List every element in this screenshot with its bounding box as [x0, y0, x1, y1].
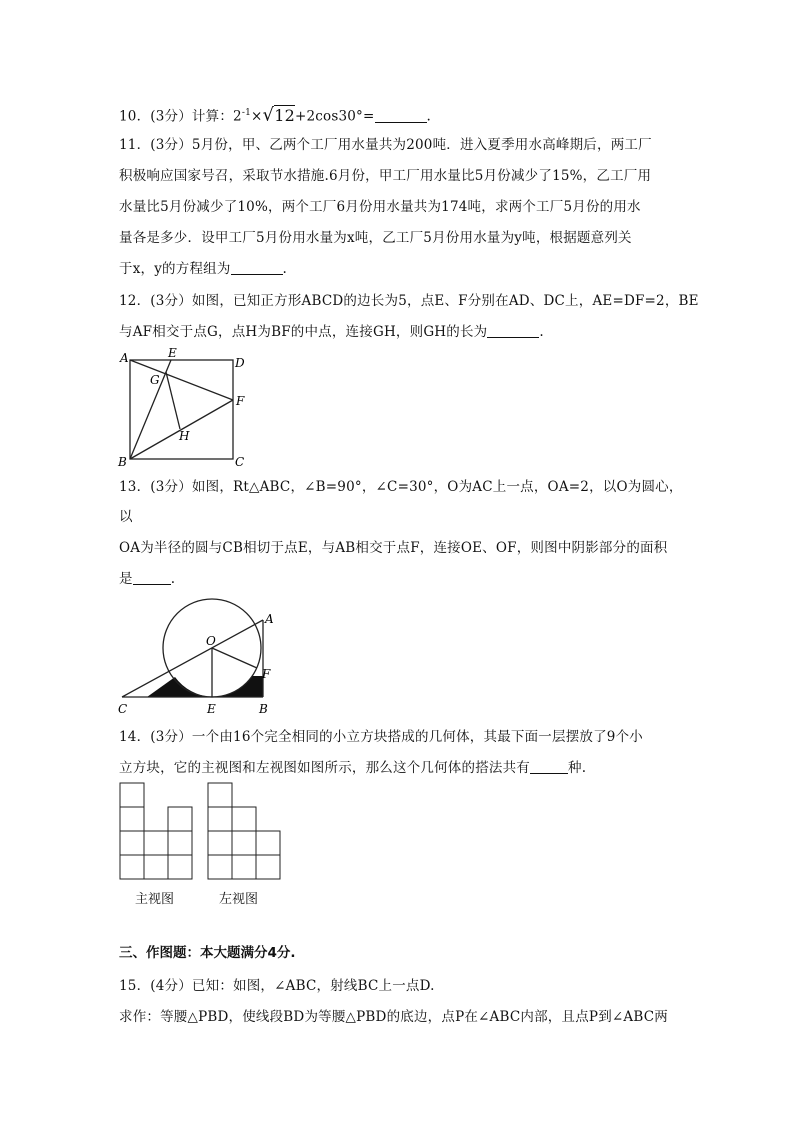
- label-h: H: [179, 429, 190, 443]
- q13-line-4: [119, 569, 679, 589]
- label-f: F: [262, 667, 271, 681]
- main-view-label: 主视图: [135, 892, 175, 907]
- segment-of: [212, 648, 257, 668]
- q11-line-1: 11．(3分）5月份，甲、乙两个工厂用水量共为200吨．进入夏季用水高峰期后，两工厂: [119, 137, 652, 153]
- segment-af: [130, 360, 233, 400]
- q13-line-3: OA为半径的圆与CB相切于点E，与AB相交于点F，连接OE、OF，则图中阴影部分的面积: [119, 540, 668, 556]
- label-c: C: [118, 702, 128, 716]
- q12-square-figure: [115, 345, 255, 470]
- question-10: [119, 103, 679, 127]
- q14-text: 立方块，它的主视图和左视图如图所示，那么这个几何体的搭法共有: [119, 760, 530, 776]
- q12-line-2: [119, 322, 679, 342]
- q11-answer-blank[interactable]: [231, 260, 283, 275]
- q11-line-4: 量各是多少．设甲工厂5月份用水量为x吨，乙工厂5月份用水量为y吨，根据题意列关: [119, 230, 632, 246]
- q15-line-1: 15．(4分）已知：如图，∠ABC，射线BC上一点D.: [119, 978, 435, 994]
- left-view-grid: [208, 783, 280, 879]
- q14-line-1: 14．(3分）一个由16个完全相同的小立方块搭成的几何体，其最下面一层摆放了9个小: [119, 729, 644, 745]
- q12-text: 与AF相交于点G，点H为BF的中点，连接GH，则GH的长为: [119, 324, 488, 340]
- label-e: E: [168, 346, 177, 360]
- left-view-label: 左视图: [219, 892, 259, 907]
- q12-line-1: 12．(3分）如图，已知正方形ABCD的边长为5，点E、F分别在AD、DC上，AE=DF=2，BE: [119, 293, 699, 309]
- label-c: C: [235, 455, 245, 469]
- q13-line-1: 13．(3分）如图，Rt△ABC，∠B=90°，∠C=30°，O为AC上一点，OA=2，以O为圆心，: [119, 479, 683, 495]
- q13-period: .: [170, 571, 176, 587]
- sqrt-icon: √: [262, 104, 275, 126]
- q15-line-2: 求作：等腰△PBD，使线段BD为等腰△PBD的底边，点P在∠ABC内部，且点P到∠ABC两: [119, 1009, 668, 1025]
- q10-text-post: +2cos30°=: [294, 108, 375, 125]
- q14-views-figure: [119, 782, 289, 882]
- section-3-title: 三、作图题：本大题满分4分.: [119, 945, 296, 961]
- q11-line-5: [119, 259, 679, 279]
- q11-line-2: 积极响应国家号召，采取节水措施.6月份，甲工厂用水量比5月份减少了15%，乙工厂用: [119, 168, 652, 184]
- segment-ca: [122, 620, 263, 697]
- q11-text: 于x，y的方程组为: [119, 261, 231, 277]
- q13-line-2: 以: [119, 509, 133, 525]
- q10-text: 10．(3分）计算：2: [119, 108, 242, 125]
- q14-answer-blank[interactable]: [530, 759, 568, 774]
- label-b: B: [118, 455, 127, 469]
- main-view-grid: [120, 783, 192, 879]
- shaded-region-right: [212, 676, 263, 697]
- q10-times: ×: [251, 108, 263, 125]
- shaded-region-left: [147, 677, 212, 697]
- q13-answer-blank[interactable]: [133, 570, 171, 585]
- q11-line-3: 水量比5月份减少了10%，两个工厂6月份用水量共为174吨，求两个工厂5月份的用水: [119, 199, 641, 215]
- segment-gh: [166, 372, 180, 429]
- label-b: B: [259, 702, 268, 716]
- q10-answer-blank[interactable]: [375, 108, 427, 123]
- q10-radicand: 12: [274, 105, 295, 125]
- q12-period: .: [539, 324, 544, 340]
- label-g: G: [150, 373, 160, 387]
- q10-exponent: -1: [241, 108, 251, 118]
- q14-text-post: 种.: [568, 760, 587, 776]
- label-e: E: [207, 702, 216, 716]
- q10-period: .: [426, 108, 432, 125]
- label-a: A: [120, 351, 129, 365]
- q11-period: .: [282, 261, 288, 277]
- label-d: D: [235, 356, 245, 370]
- q12-answer-blank[interactable]: [487, 323, 539, 338]
- q13-text: 是: [119, 571, 133, 587]
- q13-circle-figure: [112, 598, 282, 718]
- q14-line-2: [119, 758, 679, 778]
- label-f: F: [236, 394, 245, 408]
- label-a: A: [265, 612, 274, 626]
- label-o: O: [206, 634, 216, 648]
